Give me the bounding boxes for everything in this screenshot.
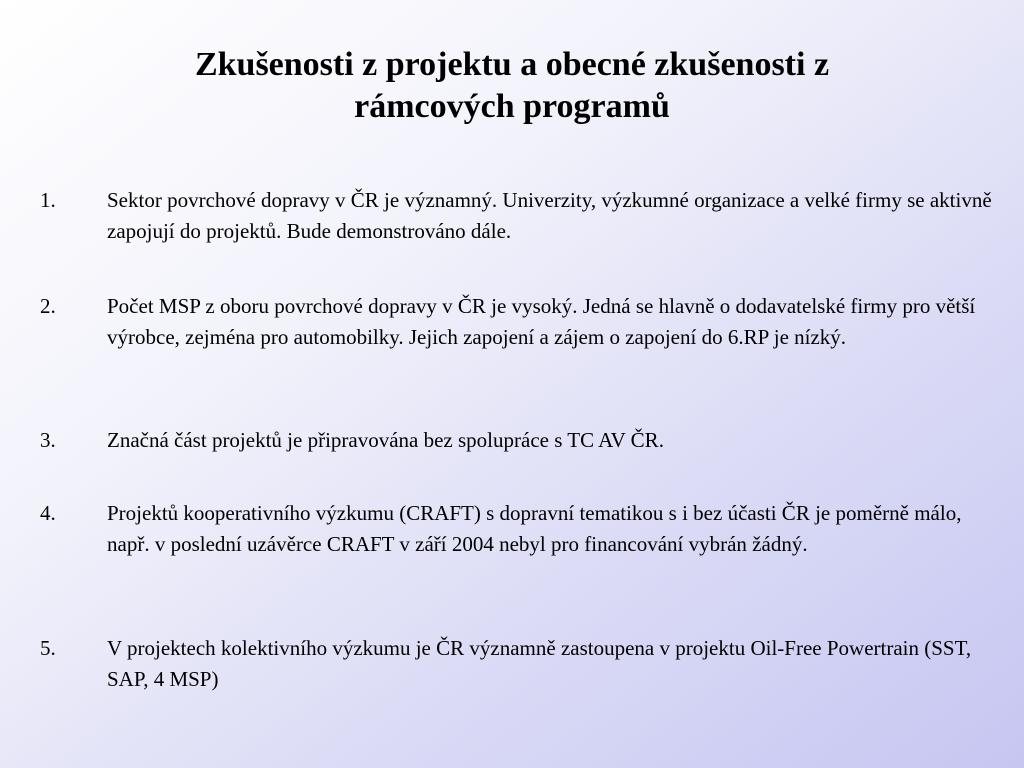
list-item-text: Počet MSP z oboru povrchové dopravy v ČR je vysoký. Jedná se hlavně o dodavatelské firmy pro větší výrobce, zejména pro automobilky. Jejich zapojení a zájem o zapojení do 6.RP je nízký. (107, 294, 976, 349)
list-item-number: 2. (40, 294, 56, 318)
slide-title-line-2: rámcových programů (354, 88, 670, 125)
list-item-number: 1. (40, 188, 56, 212)
list-item-number: 4. (40, 501, 56, 525)
list-item (40, 633, 1000, 695)
list-item-number: 5. (40, 636, 56, 660)
list-item (40, 185, 1000, 247)
list-item (40, 498, 1000, 560)
list-item-text: Sektor povrchové dopravy v ČR je významný. Univerzity, výzkumné organizace a velké firmy se aktivně zapojují do projektů. Bude demonstrováno dále. (107, 188, 992, 243)
list-item (40, 425, 1000, 456)
slide-title-line-1: Zkušenosti z projektu a obecné zkušenosti z (194, 46, 830, 83)
list-item (40, 291, 1000, 353)
list-item-text: V projektech kolektivního výzkumu je ČR významně zastoupena v projektu Oil-Free Powertrain (SST, SAP, 4 MSP) (107, 636, 972, 691)
list-item-text: Značná část projektů je připravována bez spolupráce s TC AV ČR. (107, 428, 664, 452)
list-item-number: 3. (40, 428, 56, 452)
list-item-text: Projektů kooperativního výzkumu (CRAFT) s dopravní tematikou s i bez účasti ČR je poměrně málo, např. v poslední uzávěrce CRAFT v září 2004 nebyl pro financování vybrán žádný. (107, 501, 962, 556)
